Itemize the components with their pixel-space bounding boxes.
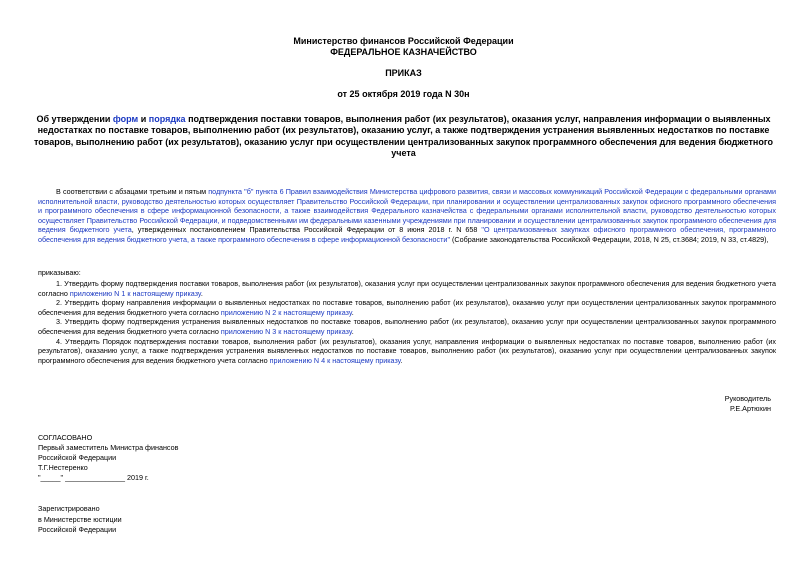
preamble-intro: В соответствии с абзацами третьим и пятым (56, 187, 209, 196)
document-title (26, 114, 781, 159)
title-forms-link[interactable]: форм (112, 114, 139, 124)
registration-line: в Министерстве юстиции (38, 514, 122, 524)
order-items (38, 279, 776, 365)
order-item: 2. Утвердить форму направления информации о выявленных недостатках по поставке товаров, выполнению работ (их результатов), оказанию услуг при осуществлении централизованных закупок программного обеспечения для ведения бюджетного учета согласно приложению N 2 к настоящему приказу. (38, 298, 776, 317)
ministry-name: Министерство финансов Российской Федерации (293, 36, 514, 46)
title-procedure-link[interactable]: порядка (148, 114, 186, 124)
registration-line: Российской Федерации (38, 525, 117, 534)
document-date-number: от 25 октября 2019 года N 30н (337, 89, 470, 99)
document-type: ПРИКАЗ (385, 68, 422, 78)
title-rest: подтверждения поставки товаров, выполнения работ (их результатов), оказания услуг, направления информации о выявленных недостатках по поставке товаров, выполнению работ (их результатов), оказанию услуг, а также подтверждения устранения выявленных недостатков по поставке товаров, выполнению работ (их результатов), оказанию услуг при осуществлении централизованных закупок программного обеспечения для ведения бюджетного учета (34, 114, 773, 158)
preamble-source: (Собрание законодательства Российской Федерации, 2018, N 25, ст.3684; 2019, N 33, ст.4829), (450, 234, 769, 244)
preamble-middle: , утвержденных постановлением Правительства Российской Федерации от 8 июня 2018 г. N 658 (131, 225, 482, 235)
resolution-link[interactable]: "О централизованных закупках офисного программного обеспечения, программного обеспечения для ведения бюджетного учета, а также программного обеспечения в сфере информационной безопасности" (38, 225, 776, 244)
agency-name: ФЕДЕРАЛЬНОЕ КАЗНАЧЕЙСТВО (330, 47, 477, 57)
approval-date-line: "_____" _______________ 2019 г. (38, 473, 149, 482)
approval-line: Т.Г.Нестеренко (38, 463, 88, 472)
preamble-paragraph (38, 187, 776, 245)
order-item: 4. Утвердить Порядок подтверждения поставки товаров, выполнения работ (их результатов), оказания услуг, направления информации о выявленных недостатках по поставке товаров, выполнению работ (их результатов), оказанию услуг, а также подтверждения устранения выявленных недостатков по поставке товаров, выполнению работ (их результатов), оказанию услуг при осуществлении централизованных закупок программного обеспечения для ведения бюджетного учета согласно приложению N 4 к настоящему приказу. (38, 336, 776, 365)
order-item: 1. Утвердить форму подтверждения поставки товаров, выполнения работ (их результатов), оказания услуг при осуществлении централизованных закупок программного обеспечения для ведения бюджетного учета согласно приложению N 1 к настоящему приказу. (38, 279, 776, 298)
appendix-1-link[interactable]: приложению N 1 к настоящему приказу (69, 288, 201, 298)
appendix-4-link[interactable]: приложению N 4 к настоящему приказу (269, 355, 401, 365)
approval-heading: СОГЛАСОВАНО (38, 433, 93, 442)
registration-block (38, 504, 122, 536)
title-prefix: Об утверждении (36, 114, 113, 124)
approval-block (38, 433, 178, 483)
appendix-2-link[interactable]: приложению N 2 к настоящему приказу (220, 307, 352, 317)
approval-line: Первый заместитель Министра финансов (38, 443, 179, 452)
title-conjunction: и (138, 114, 149, 124)
signature-block (725, 394, 771, 414)
order-word: приказываю: (38, 268, 81, 277)
registration-line: Зарегистрировано (38, 504, 100, 513)
signatory-name: Р.Е.Артюхин (729, 404, 771, 413)
rules-link[interactable]: подпункта "б" пункта 6 Правил взаимодействия Министерства цифрового развития, связи и массовых коммуникаций Российской Федерации с федеральными органами исполнительной власти, руководство деятельностью которых осуществляет Правительство Российской Федерации, при планировании и осуществлении централизованных закупок офисного программного обеспечения и программного обеспечения в сфере информационной безопасности, а также взаимодействия Федерального казначейства с федеральными органами исполнительной власти, руководство деятельностью которых осуществляет Правительство Российской Федерации, и подведомственными им федеральными казенными учреждениями при планировании и осуществлении централизованных закупок программного обеспечения для ведения бюджетного учета (38, 187, 776, 235)
appendix-3-link[interactable]: приложению N 3 к настоящему приказу (220, 326, 352, 336)
order-item: 3. Утвердить форму подтверждения устранения выявленных недостатков по поставке товаров, выполнению работ (их результатов), оказанию услуг при осуществлении централизованных закупок программного обеспечения для ведения бюджетного учета согласно приложению N 3 к настоящему приказу. (38, 317, 776, 336)
approval-line: Российской Федерации (38, 453, 117, 462)
signatory-position: Руководитель (724, 394, 771, 403)
